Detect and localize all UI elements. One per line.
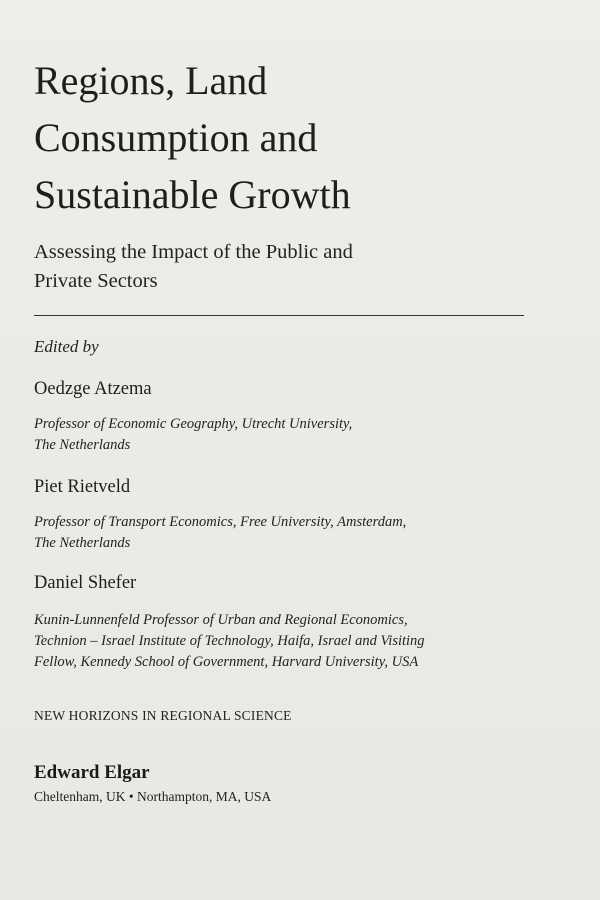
series-name: NEW HORIZONS IN REGIONAL SCIENCE (34, 708, 292, 723)
editor-affiliation-line: Professor of Economic Geography, Utrecht University, (34, 416, 353, 432)
book-title (34, 52, 554, 223)
book-title-line: Regions, Land (34, 58, 268, 103)
editor-affiliation (34, 414, 554, 456)
editor-name: Piet Rietveld (34, 477, 131, 497)
publisher-name: Edward Elgar (34, 762, 150, 783)
editor-affiliation-line: Professor of Transport Economics, Free University, Amsterdam, (34, 514, 407, 530)
book-subtitle (34, 238, 534, 296)
editor-affiliation (34, 610, 554, 673)
editor-name: Oedzge Atzema (34, 379, 152, 399)
book-title-line: Sustainable Growth (34, 172, 351, 217)
editor-affiliation-line: The Netherlands (34, 437, 131, 453)
publisher-locations: Cheltenham, UK • Northampton, MA, USA (34, 789, 272, 804)
editor-affiliation-line: Kunin-Lunnenfeld Professor of Urban and Regional Economics, (34, 612, 408, 628)
book-subtitle-line: Private Sectors (34, 270, 158, 292)
edited-by-label: Edited by (34, 337, 99, 356)
book-subtitle-line: Assessing the Impact of the Public and (34, 241, 353, 263)
editor-affiliation-line: The Netherlands (34, 535, 131, 551)
editor-affiliation (34, 512, 554, 554)
editor-affiliation-line: Fellow, Kennedy School of Government, Harvard University, USA (34, 654, 419, 670)
editor-name: Daniel Shefer (34, 573, 137, 593)
editor-affiliation-line: Technion – Israel Institute of Technology, Haifa, Israel and Visiting (34, 633, 425, 649)
horizontal-divider (34, 315, 524, 316)
book-title-line: Consumption and (34, 115, 318, 160)
